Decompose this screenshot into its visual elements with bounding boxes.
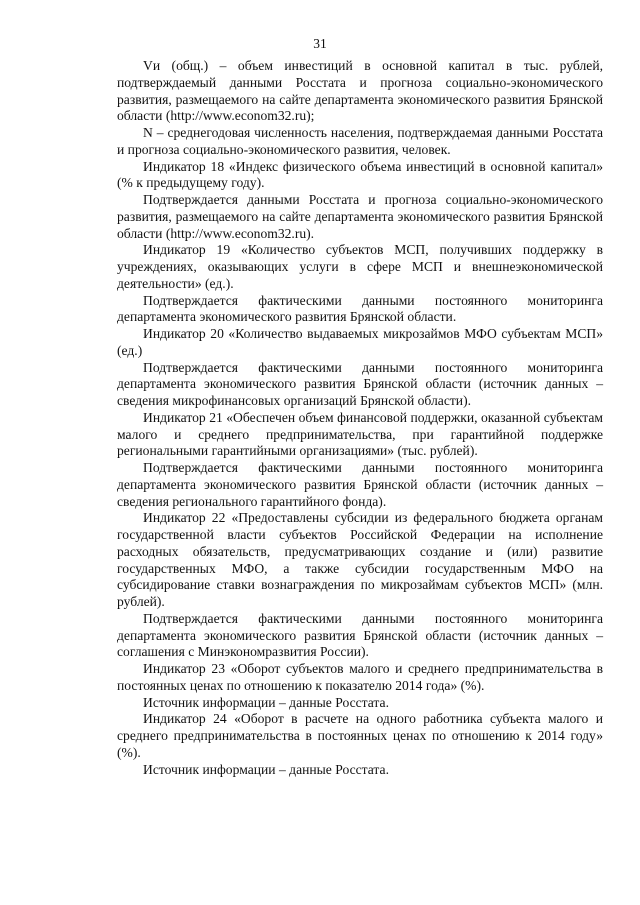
paragraph-indicator-19: Индикатор 19 «Количество субъектов МСП, получивших поддержку в учреждениях, оказывающих услуги в сфере МСП и внешнеэкономической деятельности» (ед.). xyxy=(117,242,603,291)
page-number: 31 xyxy=(313,36,327,51)
paragraph-indicator-22-source: Подтверждается фактическими данными постоянного мониторинга департамента экономического развития Брянской области (источник данных – соглашения с Минэкономразвития России). xyxy=(117,610,603,660)
paragraph-indicator-20: Индикатор 20 «Количество выдаваемых микрозаймов МФО субъектам МСП» (ед.) xyxy=(117,326,603,358)
paragraph-indicator-21-source: Подтверждается фактическими данными постоянного мониторинга департамента экономического развития Брянской области (источник данных – сведения регионального гарантийного фонда). xyxy=(117,460,603,509)
paragraph-indicator-18: Индикатор 18 «Индекс физического объема инвестиций в основной капитал» (% к предыдущему году). xyxy=(117,158,603,191)
paragraph-vi-definition: Vи (общ.) – объем инвестиций в основной капитал в тыс. рублей, подтверждаемый данными Росстата и прогноза социально-экономического развития, размещаемого на сайте департамента экономического развития Брянской области (http://www.econom32.ru); xyxy=(117,58,603,124)
paragraph-indicator-24-source: Источник информации – данные Росстата. xyxy=(143,761,389,777)
paragraph-indicator-19-source: Подтверждается фактическими данными постоянного мониторинга департамента экономического развития Брянской области. xyxy=(117,292,603,325)
paragraph-indicator-20-source: Подтверждается фактическими данными постоянного мониторинга департамента экономического развития Брянской области (источник данных – сведения микрофинансовых организаций Брянской области). xyxy=(117,359,603,408)
paragraph-indicator-18-source: Подтверждается данными Росстата и прогноза социально-экономического развития, размещаемого на сайте департамента экономического развития Брянской области (http://www.econom32.ru). xyxy=(117,192,603,241)
paragraph-n-definition: N – среднегодовая численность населения, подтверждаемая данными Росстата и прогноза социально-экономического развития, человек. xyxy=(117,125,603,157)
document-body xyxy=(117,58,603,778)
paragraph-indicator-21: Индикатор 21 «Обеспечен объем финансовой поддержки, оказанной субъектам малого и среднего предпринимательства, при гарантийной поддержке региональными гарантийными организациями» (тыс. рублей). xyxy=(117,409,603,459)
paragraph-indicator-24: Индикатор 24 «Оборот в расчете на одного работника субъекта малого и среднего предпринимательства в постоянных ценах по отношению к 2014 году» (%). xyxy=(117,711,603,760)
paragraph-indicator-23-source: Источник информации – данные Росстата. xyxy=(143,694,389,710)
paragraph-indicator-22: Индикатор 22 «Предоставлены субсидии из федерального бюджета органам государственной власти субъектов Российской Федерации на исполнение расходных обязательств, предусматривающих создание и (или) развитие государственных МФО, а также субсидии государственным МФО на субсидирование ставки вознаграждения по микрозаймам субъектов МСП» (млн. рублей). xyxy=(117,510,603,609)
paragraph-indicator-23: Индикатор 23 «Оборот субъектов малого и среднего предпринимательства в постоянных ценах по отношению к показателю 2014 года» (%). xyxy=(117,661,603,693)
